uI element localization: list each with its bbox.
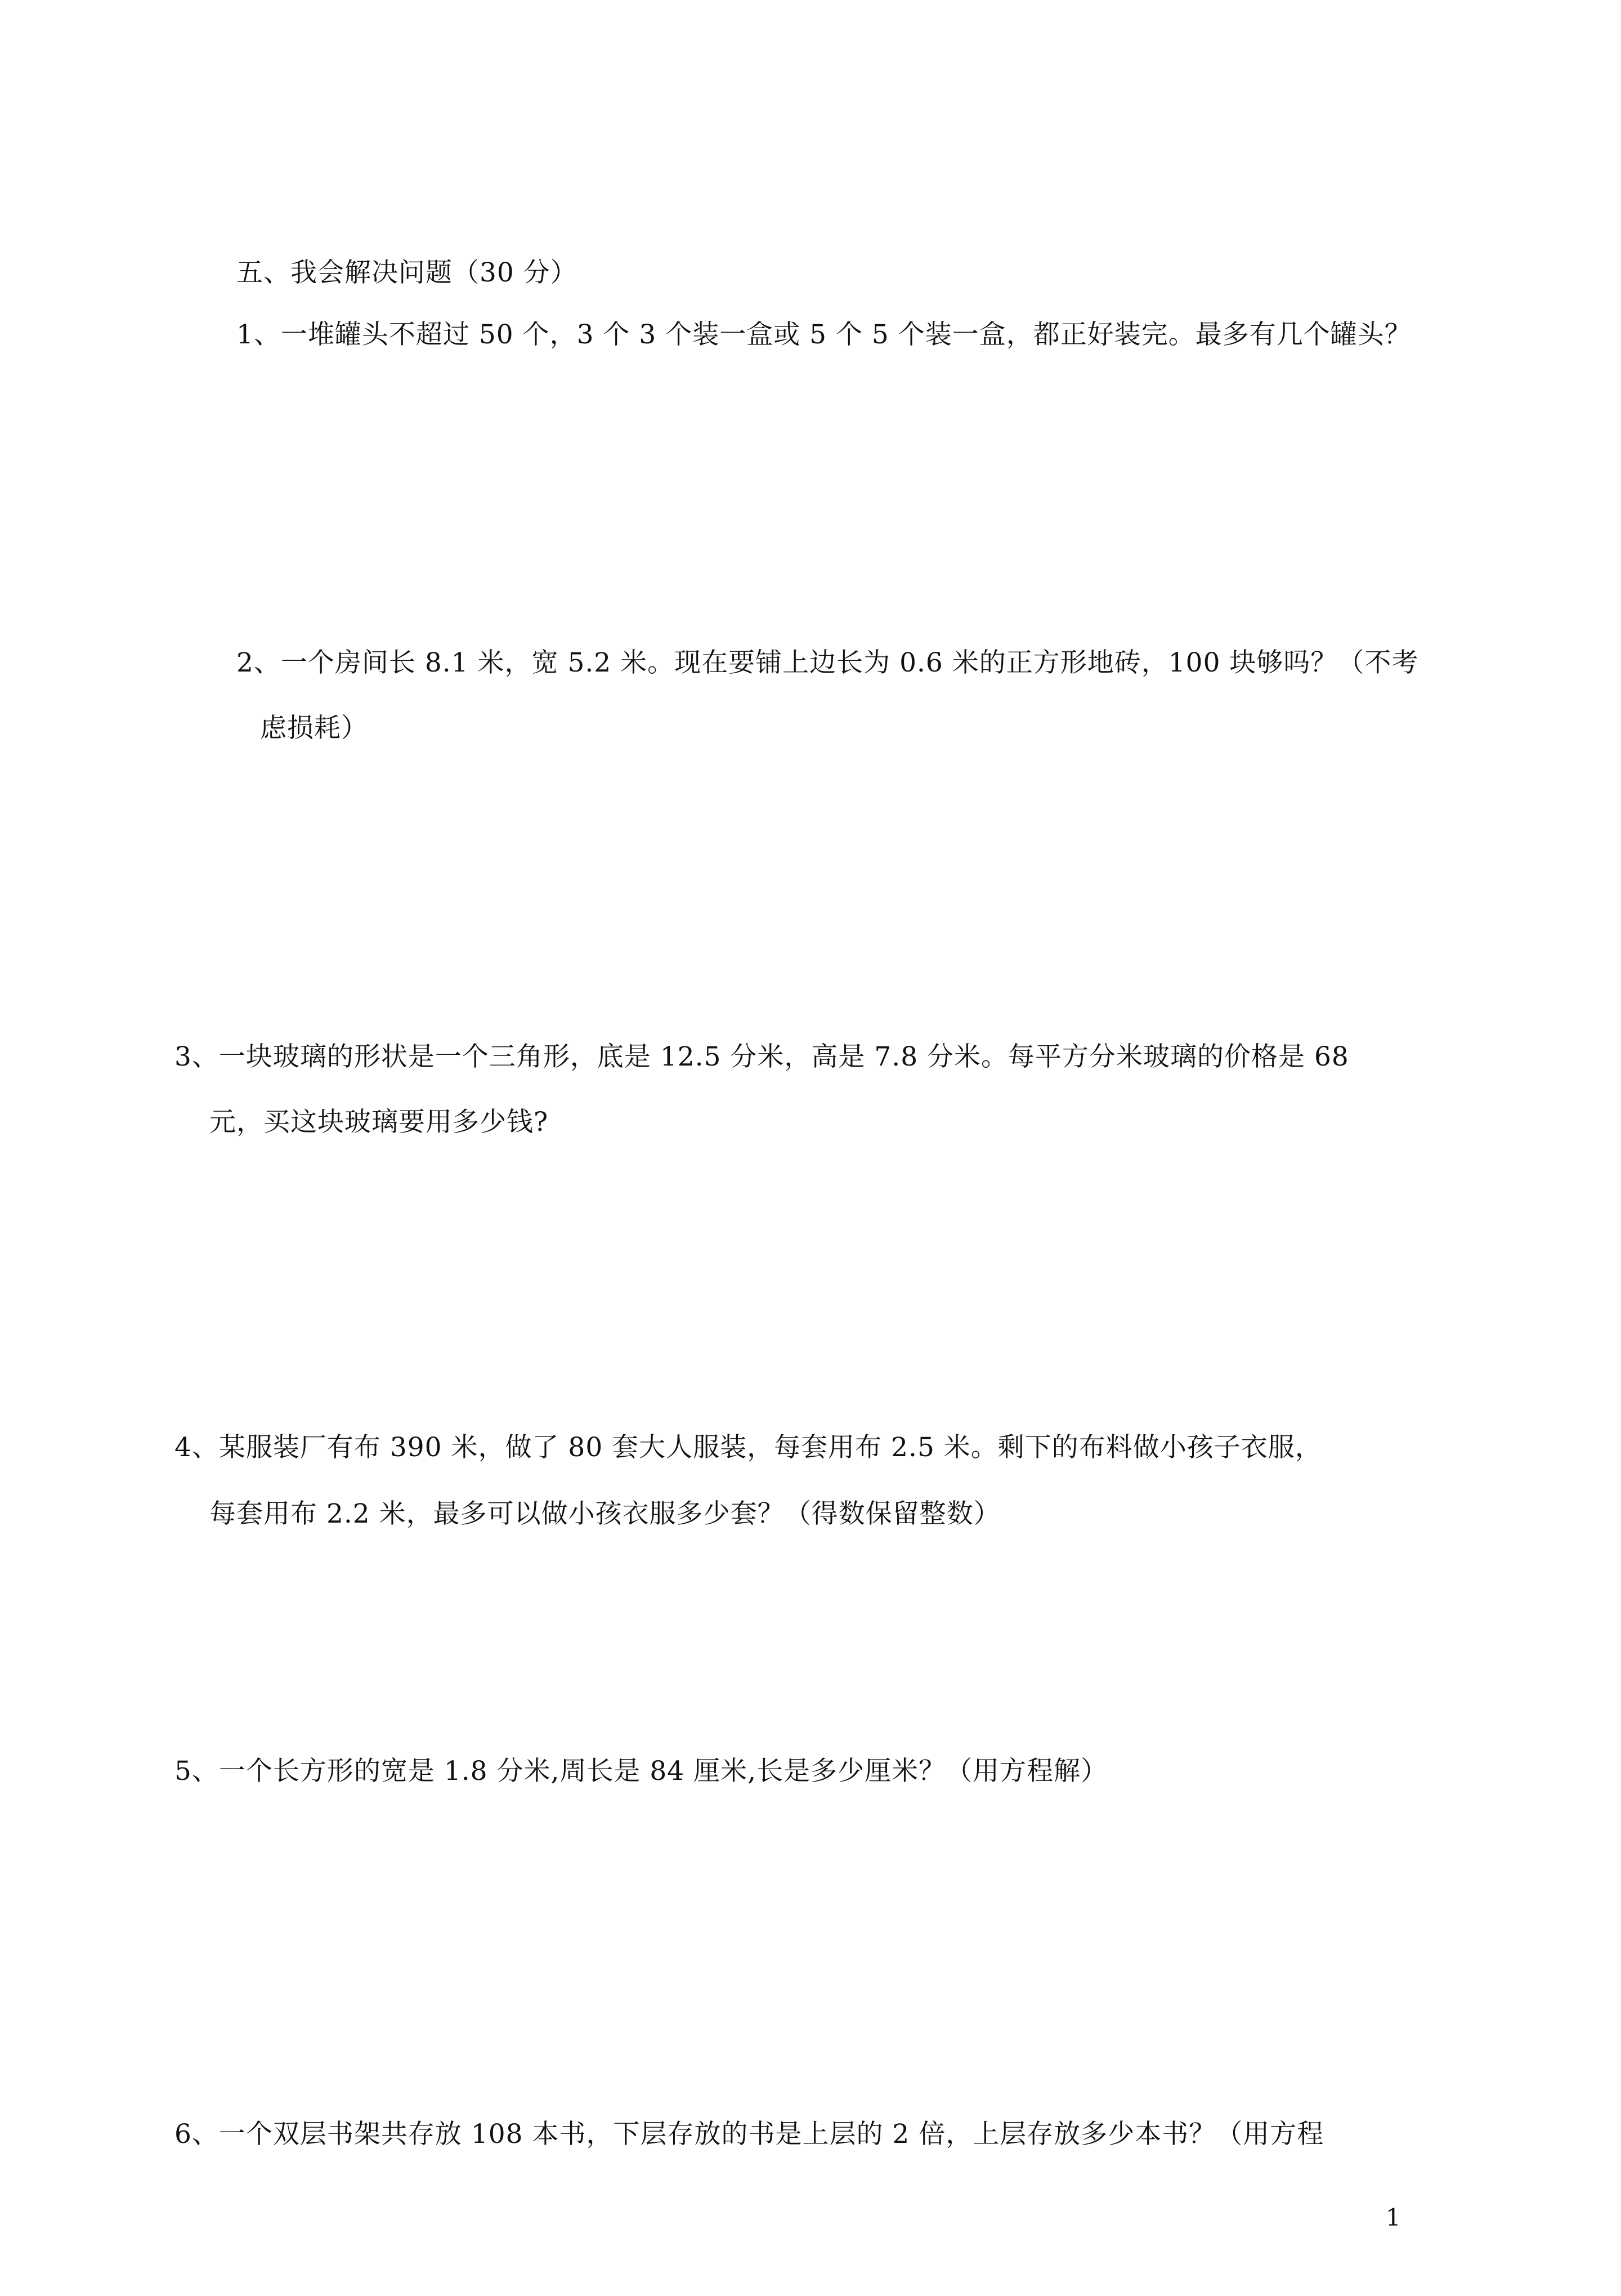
problem-4-line-1: 4、某服装厂有布 390 米，做了 80 套大人服装，每套用布 2.5 米。剩下的布料做小孩子衣服， (174, 1432, 1322, 1463)
problem-2-line-2: 虑损耗） (260, 713, 368, 744)
problem-1-line-1: 1、一堆罐头不超过 50 个，3 个 3 个装一盒或 5 个 5 个装一盒，都正好装完。最多有几个罐头？ (236, 319, 1412, 350)
section-heading: 五、我会解决问题（30 分） (236, 257, 577, 288)
problem-2-line-1: 2、一个房间长 8.1 米，宽 5.2 米。现在要铺上边长为 0.6 米的正方形地砖，100 块够吗？（不考 (236, 647, 1419, 678)
problem-4-line-2: 每套用布 2.2 米，最多可以做小孩衣服多少套？（得数保留整数） (209, 1498, 1001, 1529)
problem-3-line-1: 3、一块玻璃的形状是一个三角形，底是 12.5 分米，高是 7.8 分米。每平方分米玻璃的价格是 68 (174, 1041, 1349, 1072)
page-number: 1 (1386, 2204, 1401, 2231)
problem-6-line-1: 6、一个双层书架共存放 108 本书，下层存放的书是上层的 2 倍，上层存放多少本书？（用方程 (174, 2119, 1324, 2150)
problem-5-line-1: 5、一个长方形的宽是 1.8 分米,周长是 84 厘米,长是多少厘米？（用方程解） (174, 1756, 1108, 1787)
problem-3-line-2: 元，买这块玻璃要用多少钱? (209, 1107, 549, 1138)
